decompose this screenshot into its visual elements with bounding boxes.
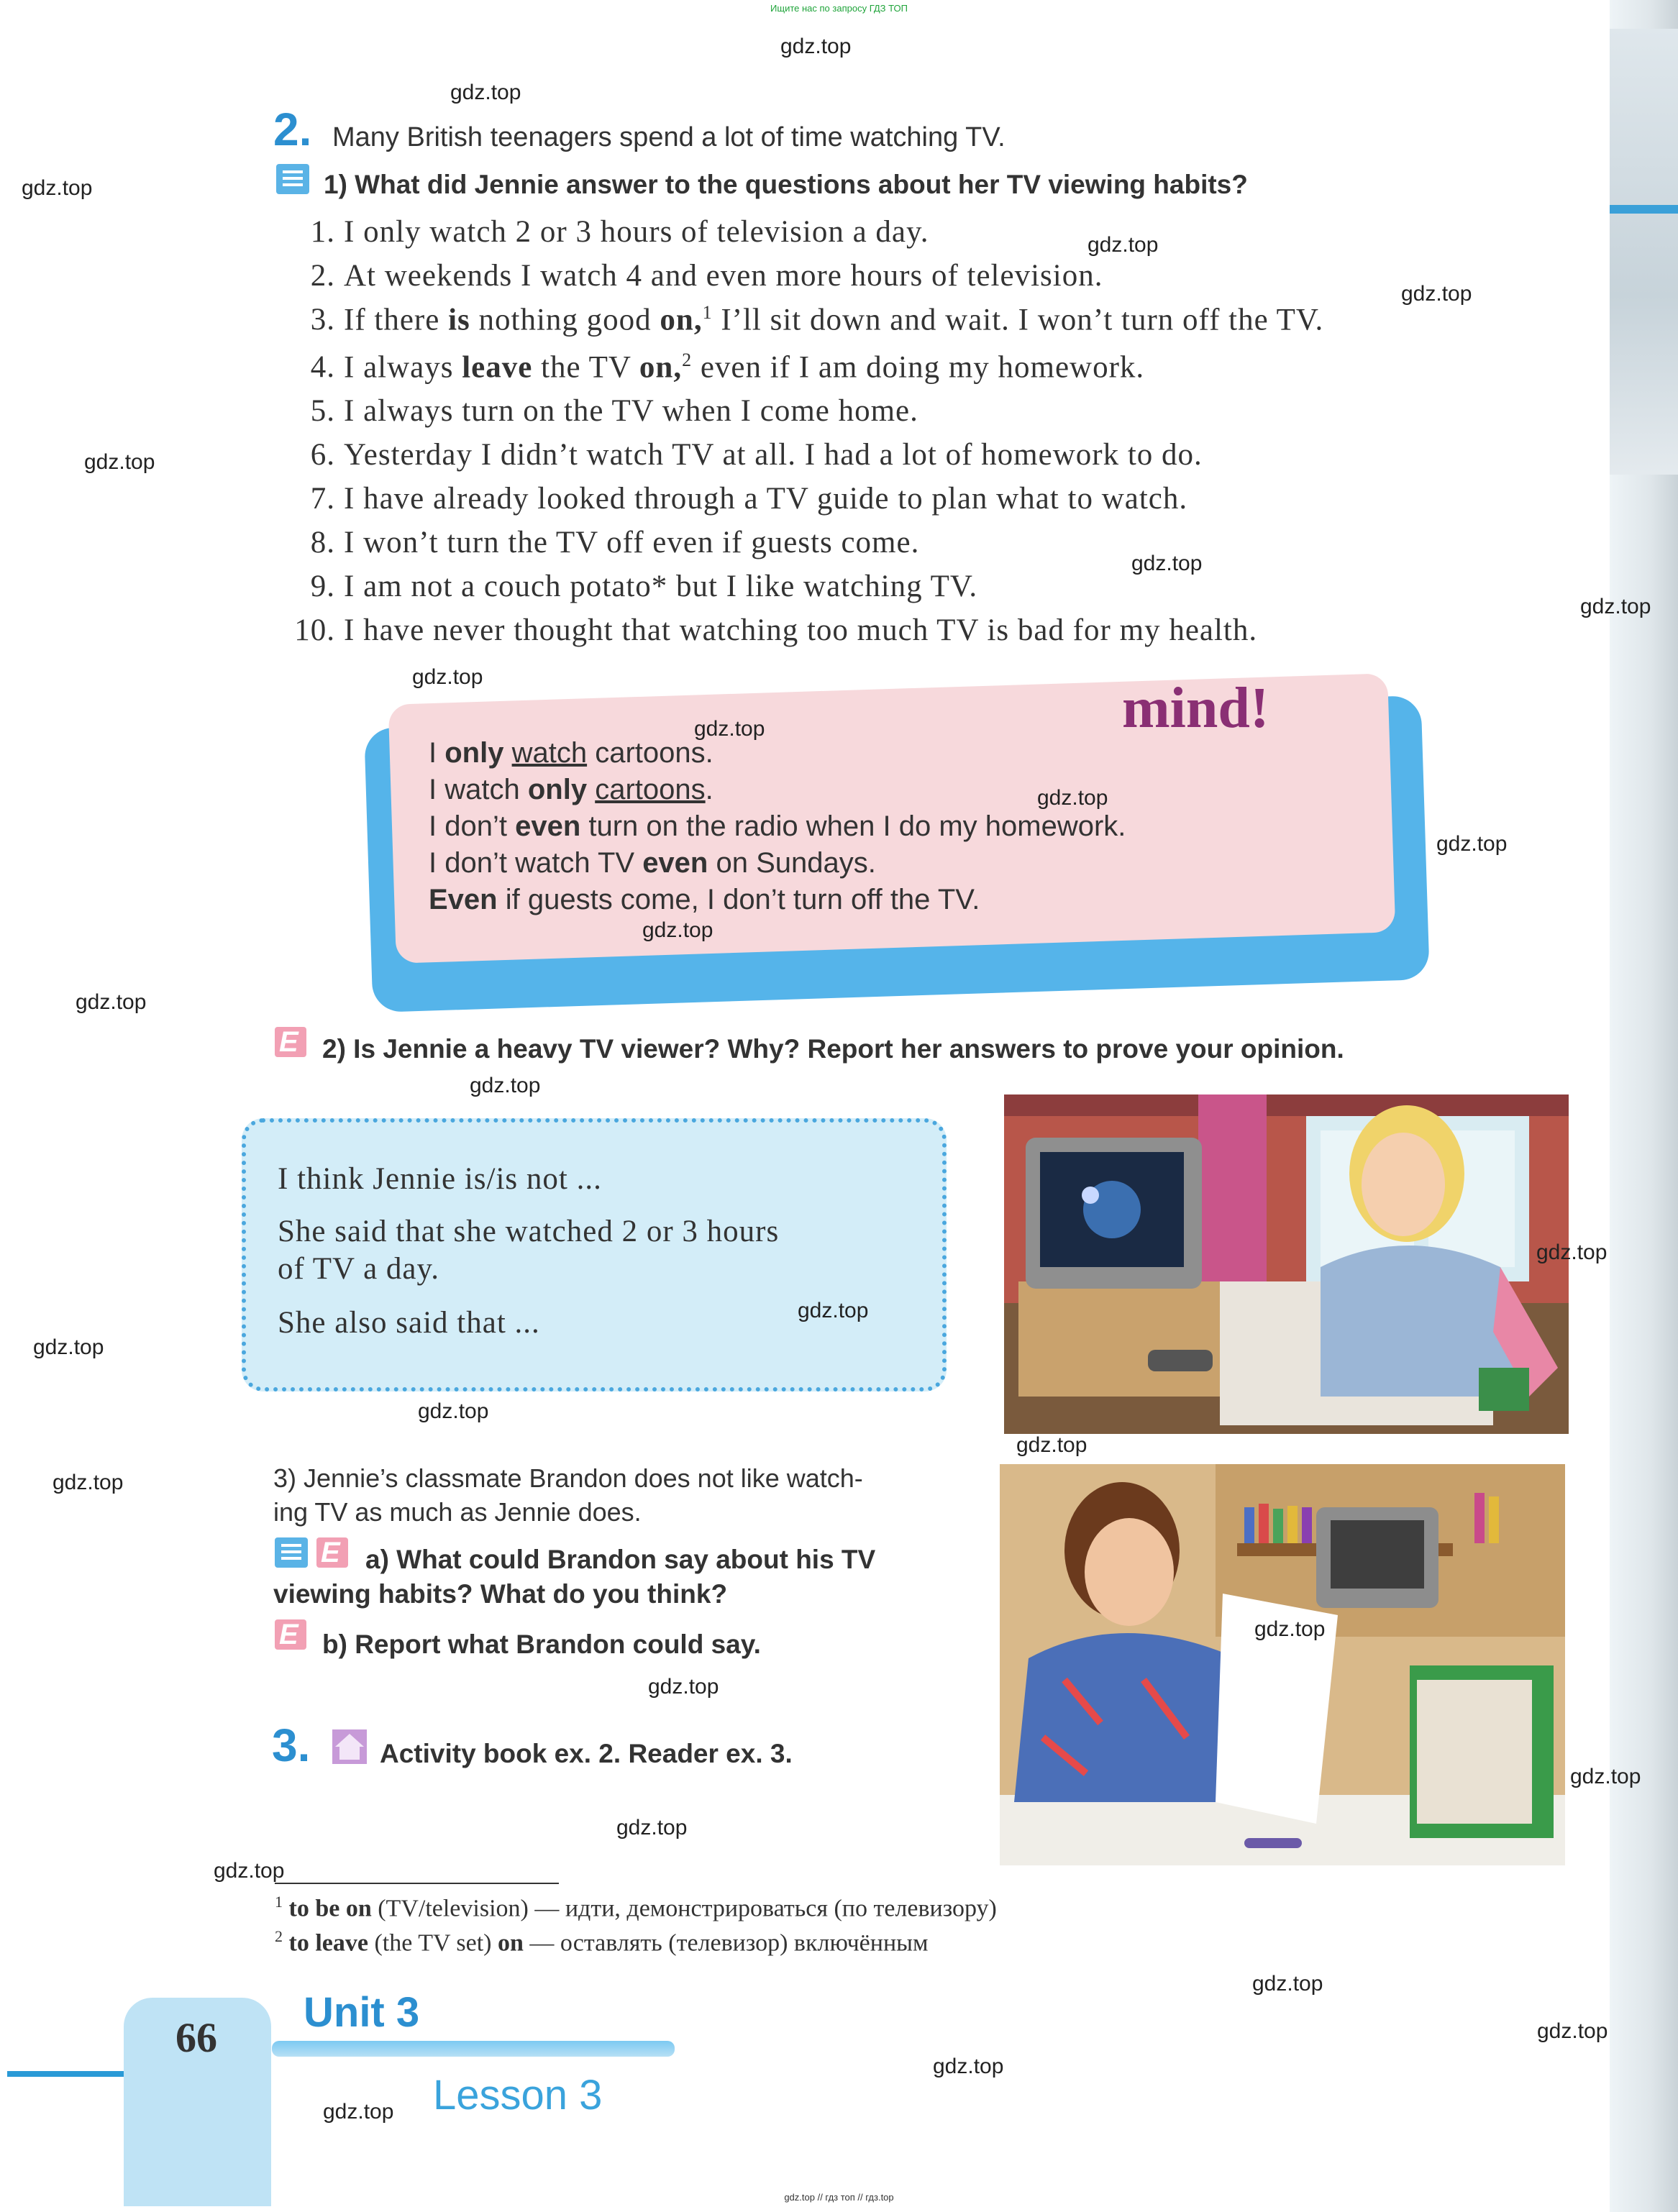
speaking-icon: E <box>275 1619 306 1650</box>
speaking-icon: E <box>275 1027 306 1057</box>
page-edge-strip <box>1610 29 1678 475</box>
list-item: 6. Yesterday I didn’t watch TV at all. I had a lot of homework to do. <box>310 438 1203 472</box>
footnote-1: $^1$ to be on (TV/television) — идти, демонстрироваться (по телевизору) <box>275 1893 997 1922</box>
watermark: gdz.top <box>1580 595 1651 618</box>
watermark: gdz.top <box>53 1471 124 1494</box>
mind-line: I don’t watch TV even on Sundays. <box>429 847 876 879</box>
watermark: gdz.top <box>323 2100 394 2124</box>
mind-examples <box>429 735 1126 918</box>
watermark: gdz.top <box>33 1335 104 1359</box>
list-item: 3. If there is nothing good on,$^1$ I’ll sit down and wait. I won’t turn off the TV. <box>310 302 1324 337</box>
exercise-3-task: Activity book ex. 2. Reader ex. 3. <box>380 1739 793 1768</box>
footer-line <box>7 2071 137 2077</box>
watermark: gdz.top <box>450 81 521 104</box>
watermark: gdz.top <box>1037 786 1108 810</box>
watermark: gdz.top <box>798 1299 869 1322</box>
watermark: gdz.top <box>642 918 713 942</box>
mind-logo: mind! <box>1122 677 1269 740</box>
brandon-drawing <box>1000 1464 1565 1865</box>
exercise-number: 3. <box>272 1719 311 1771</box>
list-item: 7. I have already looked through a TV guide to plan what to watch. <box>310 482 1188 516</box>
watermark: gdz.top <box>1401 282 1472 306</box>
jennie-drawing <box>1004 1094 1569 1434</box>
unit-title: Unit 3 <box>304 1989 420 2036</box>
footnote-2: $^2$ to leave (the TV set) on — оставлять (телевизор) включённым <box>275 1927 929 1957</box>
task-1-question: 1) What did Jennie answer to the questions about her TV viewing habits? <box>324 170 1248 199</box>
watermark: gdz.top <box>933 2055 1004 2078</box>
watermark: gdz.top <box>418 1399 489 1423</box>
reading-icon <box>276 164 309 194</box>
home-icon <box>332 1729 367 1764</box>
mind-line: I watch only cartoons. <box>429 774 713 805</box>
list-item: 4. I always leave the TV on,$^2$ even if I am doing my homework. <box>310 349 1145 385</box>
page-number: 66 <box>175 2014 217 2061</box>
brandon-illustration <box>1000 1464 1565 1865</box>
list-item: 10. I have never thought that watching too much TV is bad for my health. <box>294 613 1258 647</box>
list-item: 9. I am not a couch potato* but I like watching TV. <box>310 570 978 603</box>
mind-line: Even if guests come, I don’t turn off the TV. <box>429 884 980 915</box>
watermark: gdz.top <box>780 35 852 58</box>
task-3a: a) What could Brandon say about his TV <box>365 1545 876 1574</box>
task-3-intro-cont: ing TV as much as Jennie does. <box>273 1497 642 1527</box>
watermark: gdz.top <box>1536 1240 1608 1264</box>
task-3b: b) Report what Brandon could say. <box>322 1630 761 1659</box>
watermark: gdz.top <box>1087 233 1159 257</box>
list-item: 2. At weekends I watch 4 and even more hours of television. <box>310 259 1103 293</box>
exercise-number: 2. <box>273 104 312 155</box>
watermark: gdz.top <box>616 1816 688 1839</box>
page-edge-accent <box>1610 205 1678 214</box>
prompt-line: I think Jennie is/is not ... <box>278 1162 602 1196</box>
prompt-line: She said that she watched 2 or 3 hours <box>278 1215 780 1248</box>
jennie-illustration <box>1004 1094 1569 1434</box>
unit-bar <box>272 2041 675 2057</box>
list-item: 8. I won’t turn the TV off even if guests come. <box>310 526 920 559</box>
list-item: 1. I only watch 2 or 3 hours of television a day. <box>310 215 929 249</box>
prompt-line: She also said that ... <box>278 1306 540 1340</box>
watermark: gdz.top <box>214 1859 285 1883</box>
watermark: gdz.top <box>648 1675 719 1699</box>
exercise-intro: Many British teenagers spend a lot of time watching TV. <box>332 122 1006 152</box>
footnote-divider <box>275 1883 559 1884</box>
watermark: gdz.top <box>470 1074 541 1097</box>
watermark: gdz.top <box>1537 2019 1608 2043</box>
speaking-icon: E <box>316 1537 348 1568</box>
watermark: gdz.top <box>1254 1617 1326 1641</box>
watermark: gdz.top <box>1252 1972 1323 1996</box>
lesson-title: Lesson 3 <box>433 2072 603 2119</box>
watermark: gdz.top <box>1570 1765 1641 1788</box>
task-2-question: 2) Is Jennie a heavy TV viewer? Why? Report her answers to prove your opinion. <box>322 1034 1344 1064</box>
list-item: 5. I always turn on the TV when I come home. <box>310 394 918 428</box>
answer-list <box>275 214 1323 657</box>
watermark: gdz.top <box>1436 832 1508 856</box>
home-icon-shape <box>332 1729 367 1764</box>
task-3-intro: 3) Jennie’s classmate Brandon does not like watch- <box>273 1463 863 1493</box>
watermark: gdz.top <box>1131 552 1203 575</box>
watermark: gdz.top <box>76 990 147 1014</box>
watermark: gdz.top <box>694 717 765 741</box>
watermark: gdz.top <box>1016 1433 1087 1457</box>
mind-line: I only watch cartoons. <box>429 737 713 769</box>
mind-line: I don’t even turn on the radio when I do my homework. <box>429 810 1126 842</box>
top-banner-text: Ищите нас по запросу ГДЗ ТОП <box>770 3 908 14</box>
bottom-banner-text: gdz.top // гдз топ // гдз.top <box>784 2192 894 2203</box>
watermark: gdz.top <box>84 450 155 474</box>
watermark: gdz.top <box>412 665 483 689</box>
reading-icon <box>275 1537 308 1568</box>
task-3a-cont: viewing habits? What do you think? <box>273 1579 728 1609</box>
prompt-line: of TV a day. <box>278 1252 439 1286</box>
watermark: gdz.top <box>22 176 93 200</box>
